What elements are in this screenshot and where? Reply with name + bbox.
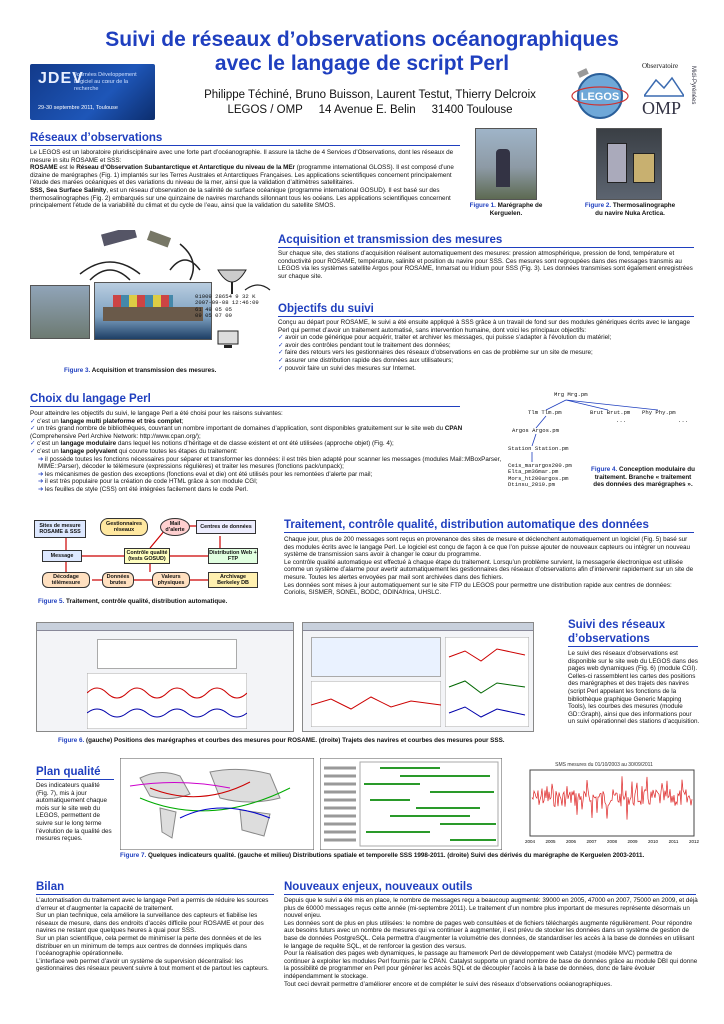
item-post: qui couvre toutes les étapes du traitement: (117, 447, 238, 455)
tree-leaves (508, 463, 572, 489)
authors: Philippe Téchiné, Bruno Buisson, Laurent Testut, Thierry Delcroix (204, 89, 536, 101)
list-item: ➔ il est très populaire pour la création de code HTML grâce à son module CGI; (38, 478, 502, 486)
list-item (30, 440, 502, 448)
traitement-heading: Traitement, contrôle qualité, distribution automatique des données (284, 518, 694, 533)
fig6-caption (58, 737, 558, 745)
jdev-logo (30, 64, 155, 120)
item-bold: langage modulaire (60, 440, 117, 448)
browser-toolbar (37, 623, 293, 631)
omp-mountain-icon (644, 74, 684, 98)
jdev-dates: 29-30 septembre 2011, Toulouse (38, 105, 118, 111)
item-bold: CPAN (444, 425, 463, 433)
fig4-caption (590, 466, 696, 489)
rosame-paragraph (30, 164, 460, 187)
fig7-map (120, 758, 314, 850)
fig2-text: Thermosalinographe du navire Nuka Arctica. (595, 202, 676, 217)
antenna-dish-icon (214, 260, 250, 296)
tree-leaf: Elta_pm36mar.pm (508, 468, 559, 476)
objectifs-list (278, 334, 696, 372)
message-line: 2007-09-08 12:46:09 (195, 299, 259, 307)
box-sites: Sites de mesure ROSAME & SSS (34, 520, 86, 538)
legos-logo-text: LEGOS (580, 91, 620, 103)
suivi-heading-line1: Suivi des réseaux (568, 619, 666, 631)
year-tick-label: 2010 (647, 839, 659, 844)
authors-block (180, 88, 560, 118)
list-item (30, 418, 502, 426)
fig3-text: Acquisition et transmission des mesures. (90, 367, 217, 374)
qualite-text: Des indicateurs qualité (Fig. 7), mis à jour automatiquement chaque mois sur le site web du LEGOS, permettent de suivre sur le long terme l’évolution de la qualité des mesures reçues. (36, 782, 112, 843)
item-pre: un très grand nombre de bibliothèques, couvrant un nombre important de domaines d’application, sont disponibles gratuitement sur le site web du (37, 425, 445, 433)
tree-root: Mrg Mrg.pm (554, 391, 588, 398)
rosame-label: ROSAME (30, 164, 58, 172)
acquisition-heading: Acquisition et transmission des mesures (278, 233, 694, 248)
reseaux-text (30, 149, 460, 210)
box-gestionnaires: Gestionnaires réseaux (100, 518, 148, 536)
telemetry-message (195, 294, 277, 320)
year-tick-label: 2011 (668, 839, 679, 844)
list-item: ✓ pouvoir faire un suivi des mesures sur Internet. (278, 365, 696, 373)
sss-label: SSS (30, 186, 43, 194)
list-item: ➔ les mécanismes de gestion des exceptions (fonctions eval et die) ont été utilisés pour les remontées d’alerte par mail; (38, 471, 502, 479)
qualite-heading: Plan qualité (36, 765, 114, 780)
list-item: ➔ les feuilles de style (CSS) ont été intégrées facilement dans le code Perl. (38, 486, 502, 494)
box-centres: Centres de données (196, 520, 256, 534)
fig6-text: (gauche) Positions des marégraphes et courbes des mesures pour ROSAME. (droite) Trajets des navires et courbes des mesures pour SSS. (84, 737, 505, 744)
fig3-caption (64, 367, 264, 375)
perl-sublist (30, 456, 502, 494)
address: LEGOS / OMP 14 Avenue E. Belin 31400 Toulouse (227, 104, 513, 116)
item-post: ; (181, 417, 184, 425)
item-pre: c’est un (37, 417, 61, 425)
box-distribution: Distribution Web + FTP (209, 550, 257, 562)
fig2-photo (596, 128, 662, 200)
fig7-timeline (320, 758, 502, 850)
reseaux-intro: Le LEGOS est un laboratoire pluridisciplinaire avec une forte part d’océanographie. Il assure la tâche de 4 Services d’Observations, dont les réseaux de mesure in situ ROSAME et SSS: (30, 149, 454, 164)
bilan-text: L’automatisation du traitement avec le langage Perl a permis de réduire les sources d’erreur et d’augmenter la capacité de traitement. Sur un plan technique, cela améliore la surveillance des capteurs et fiabilise les réseaux de mesure, dans des endroits d’accès difficile pour ROSAME et pour des navires ne restant que quelques heures à quai pour SSS. Sur un plan scientifique, cela permet de minimiser la perte des données et de les distribuer en un minimum de temps aux centres de données impliqués dans l’océanographie opérationnelle. L’interface web permet d’avoir un système de supervision décentralisé: les gestionnaires des réseaux peuvent suivre à tout moment et de partout les capteurs. (36, 897, 269, 973)
box-message: Message (42, 550, 82, 562)
box-valeurs: Valeurs physiques (152, 572, 190, 588)
perl-heading: Choix du langage Perl (30, 392, 460, 407)
fig7-text: Quelques indicateurs qualité. (gauche et milieu) Distributions spatiale et temporelle SSS 1998-2011. (droite) Suivi des dérivés du marégraphe de Kerguelen 2003-2011. (146, 852, 645, 859)
fig7-drift-chart (508, 758, 700, 850)
box-controle: Contrôle qualité (tests GOSUD) (124, 548, 170, 564)
title-line-1: Suivi de réseaux d’observations océanographiques (105, 28, 619, 51)
message-line: 61 49 05 05 (195, 305, 232, 313)
objectifs-heading: Objectifs du suivi (278, 302, 694, 317)
message-line: 09 05 07 09 (195, 312, 232, 320)
fig5-flowchart (30, 516, 278, 598)
omp-side-text: Midi-Pyrénées (690, 66, 696, 105)
enjeux-heading: Nouveaux enjeux, nouveaux outils (284, 880, 696, 895)
enjeux-text: Depuis que le suivi a été mis en place, le nombre de messages reçu a beaucoup augmenté: 39000 en 2005, 47000 en 2007, 75000 en 2009, et déjà plus de 60000 messages reçus cette année (mi-septembre 2011). Le traitement d’un nombre plus important de mesures représente désormais un nouvel enjeu. Les données sont de plus en plus utilisées: le nombre de pages web consultées et de fichiers téléchargés augmente régulièrement. Pour répondre aux besoins futurs avec un nombre de mesures qui va continuer à augmenter, il est prévu de stocker les données dans un système de gestion de base de données PostgreSQL. Cela permettra d’augmenter la volumétrie des données, de standardiser les accès à la base de données en utilisant le langage de requête SQL, et de renforcer la gestion des versus. Pour la réalisation des pages web dynamiques, le passage au framework Perl de développement web Catalyst (modèle MVC) permettra de continuer à exploiter les modules Perl fournis par le CPAN. Catalyst supporte un grand nombre de base de données grâce au module DBI qui donne la possibilité de programmer en Perl pour générer les accès SQL et de découpler l’accès à la base de données, donc de faire évoluer indépendamment le stockage. Tout ceci devrait permettre d’améliorer encore et de compléter le suivi des réseaux d’observations océanographiques. (284, 897, 698, 988)
list-item (30, 425, 502, 440)
tree-node-phy: Phy Phy.pm (642, 409, 676, 416)
fig1-label: Figure 1. (469, 202, 496, 209)
message-line: 01009 28654 9 32 K (195, 293, 256, 300)
bilan-heading: Bilan (36, 880, 274, 895)
year-tick-label: 2004 (524, 839, 536, 844)
curves-thumbnail (445, 637, 529, 727)
objectifs-intro: Conçu au départ pour ROSAME, le suivi a été ensuite appliqué à SSS grâce à un travail de fond sur des modules génériques écrits avec le langage Perl qui permet d’avoir un traitement automatisé, sans intervention humaine, dont voici les principaux objectifs: (278, 319, 690, 334)
fig6-left-screenshot (36, 622, 294, 732)
fig5-caption (38, 598, 278, 606)
perl-intro: Pour atteindre les objectifs du suivi, le langage Perl a été choisi pour les raisons suivantes: (30, 410, 283, 417)
curves-thumbnail-2 (311, 681, 441, 727)
drift-year-ticks (525, 839, 700, 844)
tree-leaf: Mors_ht200argos.pm (508, 474, 569, 482)
fig4-text: Conception modulaire du traitement. Branche « traitement des données des marégraphes ». (593, 466, 695, 489)
map-thumbnail (97, 639, 237, 669)
year-tick-label: 2005 (545, 839, 556, 844)
tree-dots: ... (678, 417, 689, 424)
item-pre: c’est un (37, 440, 61, 448)
rosame-bold: Réseau d’Observation Subantarctique et Antarctique du niveau de la MEr (76, 164, 296, 172)
fig1-photo (475, 128, 537, 200)
perl-list (30, 418, 502, 456)
fig7-caption (120, 852, 700, 860)
suivi-heading (568, 618, 698, 647)
instrument-shape (607, 143, 627, 183)
list-item: ✓ avoir un code générique pour acquérir, traiter et archiver les messages, qui puisse s’adapter à l’évolution du matériel; (278, 334, 696, 342)
fig7-label: Figure 7. (120, 852, 147, 859)
instrument-shape-2 (633, 153, 655, 183)
tree-node-station: Station Station.pm (508, 445, 569, 452)
year-tick-label: 2012 (688, 839, 700, 844)
reseaux-heading: Réseaux d’observations (30, 131, 460, 146)
station-photo (30, 285, 90, 339)
omp-logo (636, 62, 708, 124)
fig6-label: Figure 6. (58, 737, 85, 744)
suivi-heading-line2: d’observations (568, 632, 698, 647)
item-post: dans lequel les notions d’héritage et de classe existent et ont été utilisées (approche objet) (Fig. 4); (116, 440, 394, 448)
sss-bold: , Sea Surface Salinity (42, 186, 107, 194)
sss-paragraph (30, 187, 460, 210)
browser-toolbar (303, 623, 533, 631)
fig1-caption (464, 202, 548, 217)
tree-node-brut: Brut Brut.pm (590, 409, 631, 416)
item-bold: langage polyvalent (60, 447, 118, 455)
fig3-illustration (30, 230, 278, 368)
year-tick-label: 2008 (606, 839, 618, 844)
sss-text: , est un réseau d’observation de la salinité de surface océanique (programme international GOSUD). Il est basé sur des thermosalinographes (Fig. 2) embarqués sur une quinzaine de navires marchands sillonnant tous les océans. Les applications scientifiques concernent principalement l’étude de la variabilité du climat et du cycle de l’eau, ainsi que la validation du satellite SMOS. (30, 186, 451, 210)
drift-chart-title: SMS mesures du 01/10/2003 au 30/09/2011 (555, 762, 653, 768)
tree-leaf: Dtinsu_2010.pm (508, 481, 555, 489)
rosame-text2: (programme international GLOSS). Il est composé d’une dizaine de marégraphes (Fig. 1) implantés sur les Terres Australes et Antarctiques Françaises. Les applications scientifiques concernent principalement l’étude des marées océaniques et des variations du niveau de la mer, ainsi que la validation d’altimètres satellitaires. (30, 164, 454, 187)
box-archivage: Archivage Berkeley DB (208, 572, 258, 588)
ship-containers-shape (113, 295, 173, 307)
list-item (30, 448, 502, 456)
list-item: ✓ avoir des contrôles pendant tout le traitement des données; (278, 342, 696, 350)
fig2-caption (582, 202, 678, 217)
curves-thumbnail (87, 673, 247, 729)
title-line-2: avec le langage de script Perl (214, 52, 510, 75)
ship-hull-shape (103, 307, 203, 321)
computer-icon (216, 330, 240, 350)
box-decodage: Décodage télémesure (42, 572, 90, 588)
map-thumbnail (311, 637, 441, 677)
fig2-label: Figure 2. (584, 202, 612, 209)
jdev-subtitle: Journées Développement Logiciel au cœur de la recherche (74, 72, 137, 92)
list-item: ✓ assurer une distribution rapide des données aux utilisateurs; (278, 357, 696, 365)
year-tick-label: 2009 (627, 839, 638, 844)
fig6-right-screenshot (302, 622, 534, 732)
objectifs-block (278, 319, 696, 372)
omp-logo-text: OMP (642, 98, 682, 118)
fig1-text: Marégraphe de Kerguelen. (489, 202, 543, 217)
fig5-label: Figure 5. (38, 598, 65, 605)
item-bold: langage multi plateforme et très complet (60, 417, 182, 425)
box-mail: Mail d’alerte (160, 518, 190, 536)
tree-dots: ... (616, 417, 627, 424)
list-item: ✓ faire des retours vers les gestionnaires des réseaux d’observations en cas de problème sur un site de mesure; (278, 349, 696, 357)
legos-logo (570, 66, 630, 122)
year-tick-label: 2007 (586, 839, 597, 844)
fig4-label: Figure 4. (591, 466, 618, 473)
suivi-text: Le suivi des réseaux d’observations est disponible sur le site web du LEGOS dans des pages web dynamiques (Fig. 6) (module CGI). Celles-ci rassemblent les cartes des positions des marégraphes et des trajets des navires (script Perl appelant les fonctions de la bibliothèque graphique Generic Mapping Tools), les courbes des mesures (module GD::Graph), ainsi que des informations pour un suivi opérationnel des stations d’acquisition. (568, 650, 700, 726)
fig3-label: Figure 3. (64, 367, 91, 374)
list-item: ➔ il possède toutes les fonctions nécessaires pour séparer et transformer les données: il est très bien adapté pour scanner les messages (modules Mail::MBoxParser, MIME::Parser), décoder le télémesure (expressions régulières) et traiter les mesures (fonctions pack/unpack); (38, 456, 502, 471)
traitement-text: Chaque jour, plus de 200 messages sont reçus en provenance des sites de mesure et déclenchent automatiquement un logiciel (Fig. 5) basé sur des modules écrits avec le langage Perl. Le logiciel est conçu de façon à ce que l’on puisse ajouter de nouveaux capteurs ou intégrer un nouveau système de transmission sans avoir à changer le cœur du programme. Le contrôle qualité automatique est effectué à chaque étape du traitement. Lorsqu’un problème survient, la messagerie électronique est utilisée comme un système d’alarme pour avertir automatiquement les gestionnaires des réseaux d’observations afin d’intervenir rapidement sur un site de mesure. Toutes les alertes envoyées par mail sont archivées dans des fichiers. Les données sont mises à jour automatiquement sur le site FTP du LEGOS pour permettre une distribution rapide aux centres de données: Coriolis, SISMER, SONEL, BODC, ODINAfrica, UHSLC. (284, 536, 694, 597)
jdev-logo-text: JDEV (38, 70, 84, 87)
fig5-text: Traitement, contrôle qualité, distribution automatique. (64, 598, 228, 605)
acquisition-text: Sur chaque site, des stations d’acquisition réalisent automatiquement des mesures: pression atmosphérique, pression de fond, température et conductivité pour ROSAME, température, salinité et position du navire pour SSS. Ces mesures sont regroupées dans des messages transmis au LEGOS via les systèmes satellite Argos pour ROSAME, Inmarsat ou Iridium pour SSS (Fig. 3). Les données transmises sont également enregistrées sur chaque site. (278, 250, 693, 280)
item-pre: c’est un (37, 447, 61, 455)
item-post: (Comprehensive Perl Archive Network: http://www.cpan.org/); (30, 432, 201, 440)
omp-observatoire: Observatoire (642, 62, 679, 70)
year-tick-label: 2006 (565, 839, 577, 844)
tree-node-tlm: Tlm Tlm.pm (528, 409, 562, 416)
person-silhouette (496, 149, 510, 187)
box-donnees: Données brutes (102, 572, 134, 588)
tree-leaf: Ceis_marargos200.pm (508, 462, 572, 469)
tree-node-argos: Argos Argos.pm (512, 427, 559, 434)
perl-block (30, 410, 502, 494)
rosame-text1: est le (57, 164, 77, 172)
